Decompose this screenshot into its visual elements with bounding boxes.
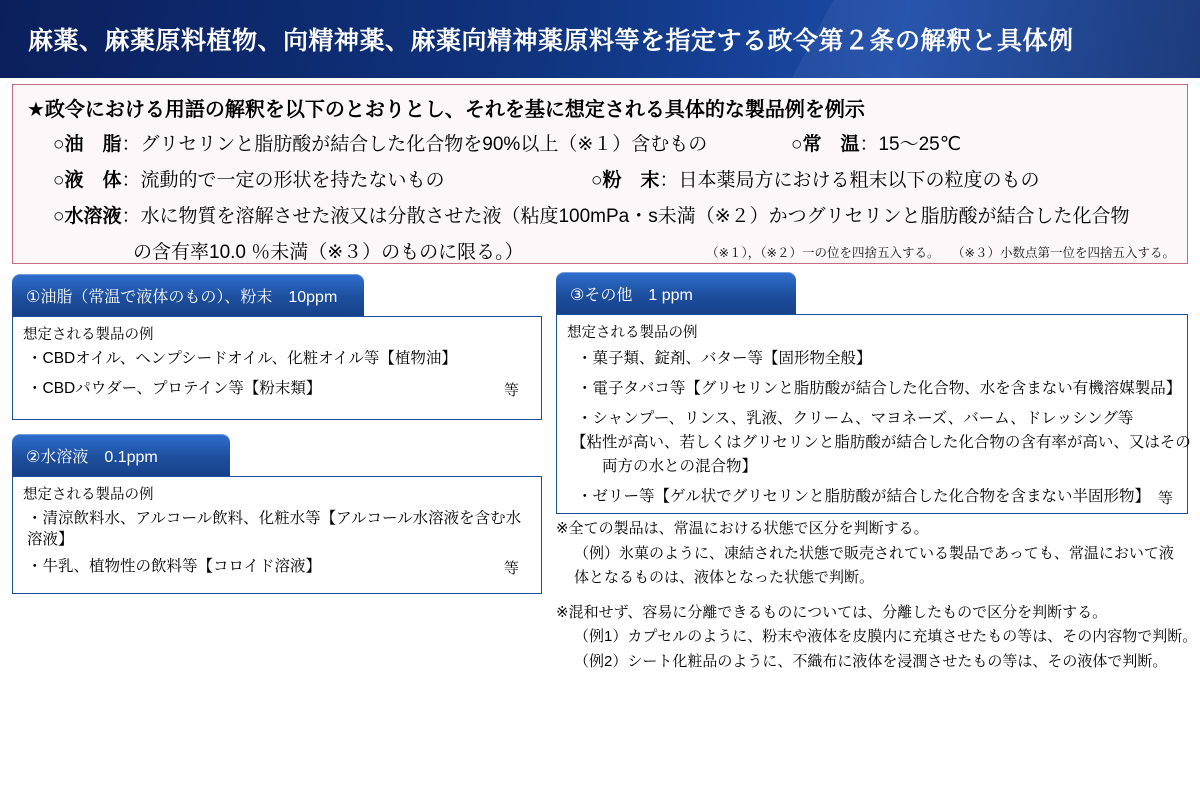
list-item: ・清涼飲料水、アルコール飲料、化粧水等【アルコール水溶液を含む水溶液】 [27,510,522,548]
section-tab-aqueous: ②水溶液 0.1ppm [12,434,230,476]
footnote-line: 体となるものは、液体となった状態で判断。 [574,569,875,586]
page-title: 麻薬、麻薬原料植物、向精神薬、麻薬向精神薬原料等を指定する政令第２条の解釈と具体例 [28,27,1074,55]
list-item: ・牛乳、植物性の飲料等【コロイド溶液】 [27,558,322,575]
panel-etc: 等 [503,560,519,577]
definition-term-temperature: ○常 温 [791,134,860,155]
definition-row-powder [591,165,1040,192]
definition-text-oil: ：グリセリンと脂肪酸が結合した化合物を90%以上（※１）含むもの [121,134,708,155]
footnote-line: （例1）カプセルのように、粉末や液体を皮膜内に充填させたもの等は、その内容物で判断。 [574,628,1198,645]
list-item: ・シャンプー、リンス、乳液、クリーム、マヨネーズ、バーム、ドレッシング等 [577,410,1134,427]
footnote-line: （例）氷菓のように、凍結された状態で販売されている製品であっても、常温において液 [574,544,1174,562]
definition-term-liquid: ○液 体 [53,170,122,191]
section-panel-aqueous [12,476,542,594]
footnote-line: ※全ての製品は、常温における状態で区分を判断する。 [556,520,929,537]
definition-heading: ★政令における用語の解釈を以下のとおりとし、それを基に想定される具体的な製品例を例示 [27,99,865,121]
definition-notes: （※１），（※２）一の位を四捨五入する。 （※３）小数点第一位を四捨五入する。 [706,246,1175,260]
section-panel-oil-powder [12,316,542,420]
panel-subtitle: 想定される製品の例 [567,325,698,341]
list-item: ・CBDパウダー、プロテイン等【粉末類】 [27,380,322,397]
list-item: ・菓子類、錠剤、バター等【固形物全般】 [577,350,872,367]
list-item: ・ゼリー等【ゲル状でグリセリンと脂肪酸が結合した化合物を含まない半固形物】 [577,488,1151,505]
list-item: 両方の水との混合物】 [571,458,758,475]
definition-text-liquid: ：流動的で一定の形状を持たないもの [121,170,445,191]
definition-row-oil [53,129,707,156]
list-item: 【粘性が高い、若しくはグリセリンと脂肪酸が結合した化合物の含有率が高い、又はその [571,434,1191,451]
panel-etc: 等 [1157,490,1173,507]
footnotes [556,518,1196,675]
section-tab-other: ③その他 1 ppm [556,272,796,314]
panel-etc: 等 [503,382,519,399]
panel-subtitle: 想定される製品の例 [23,327,154,343]
section-tab-oil-powder: ①油脂（常温で液体のもの）、粉末 10ppm [12,274,364,316]
definition-row-solution [53,201,1130,228]
list-item: ・電子タバコ等【グリセリンと脂肪酸が結合した化合物、水を含まない有機溶媒製品】 [577,380,1182,397]
definition-text-powder: ：日本薬局方における粗末以下の粒度のもの [659,170,1040,191]
footnote-line: （例2）シート化粧品のように、不織布に液体を浸潤させたもの等は、その液体で判断。 [574,652,1168,670]
footnote-line: ※混和せず、容易に分離できるものについては、分離したもので区分を判断する。 [556,603,1108,621]
panel-subtitle: 想定される製品の例 [23,487,154,503]
definition-row-temperature [791,129,961,156]
definition-row-liquid [53,165,445,192]
definition-term-solution: ○水溶液 [53,206,122,227]
definition-term-powder: ○粉 末 [591,170,660,191]
definition-box [12,84,1188,264]
section-panel-other [556,314,1191,514]
definition-term-oil: ○油 脂 [53,134,122,155]
definition-row-solution-cont: の含有率10.0 ％未満（※３）のものに限る。） [133,242,524,263]
definition-text-solution: ：水に物質を溶解させた液又は分散させた液（粘度100mPa・s未満（※２）かつグリセリンと脂肪酸が結合した化合物 [121,206,1130,227]
list-item: ・CBDオイル、ヘンプシードオイル、化粧オイル等【植物油】 [27,350,457,367]
page-header [0,0,1200,78]
definition-text-temperature: ：15〜25℃ [859,134,962,155]
